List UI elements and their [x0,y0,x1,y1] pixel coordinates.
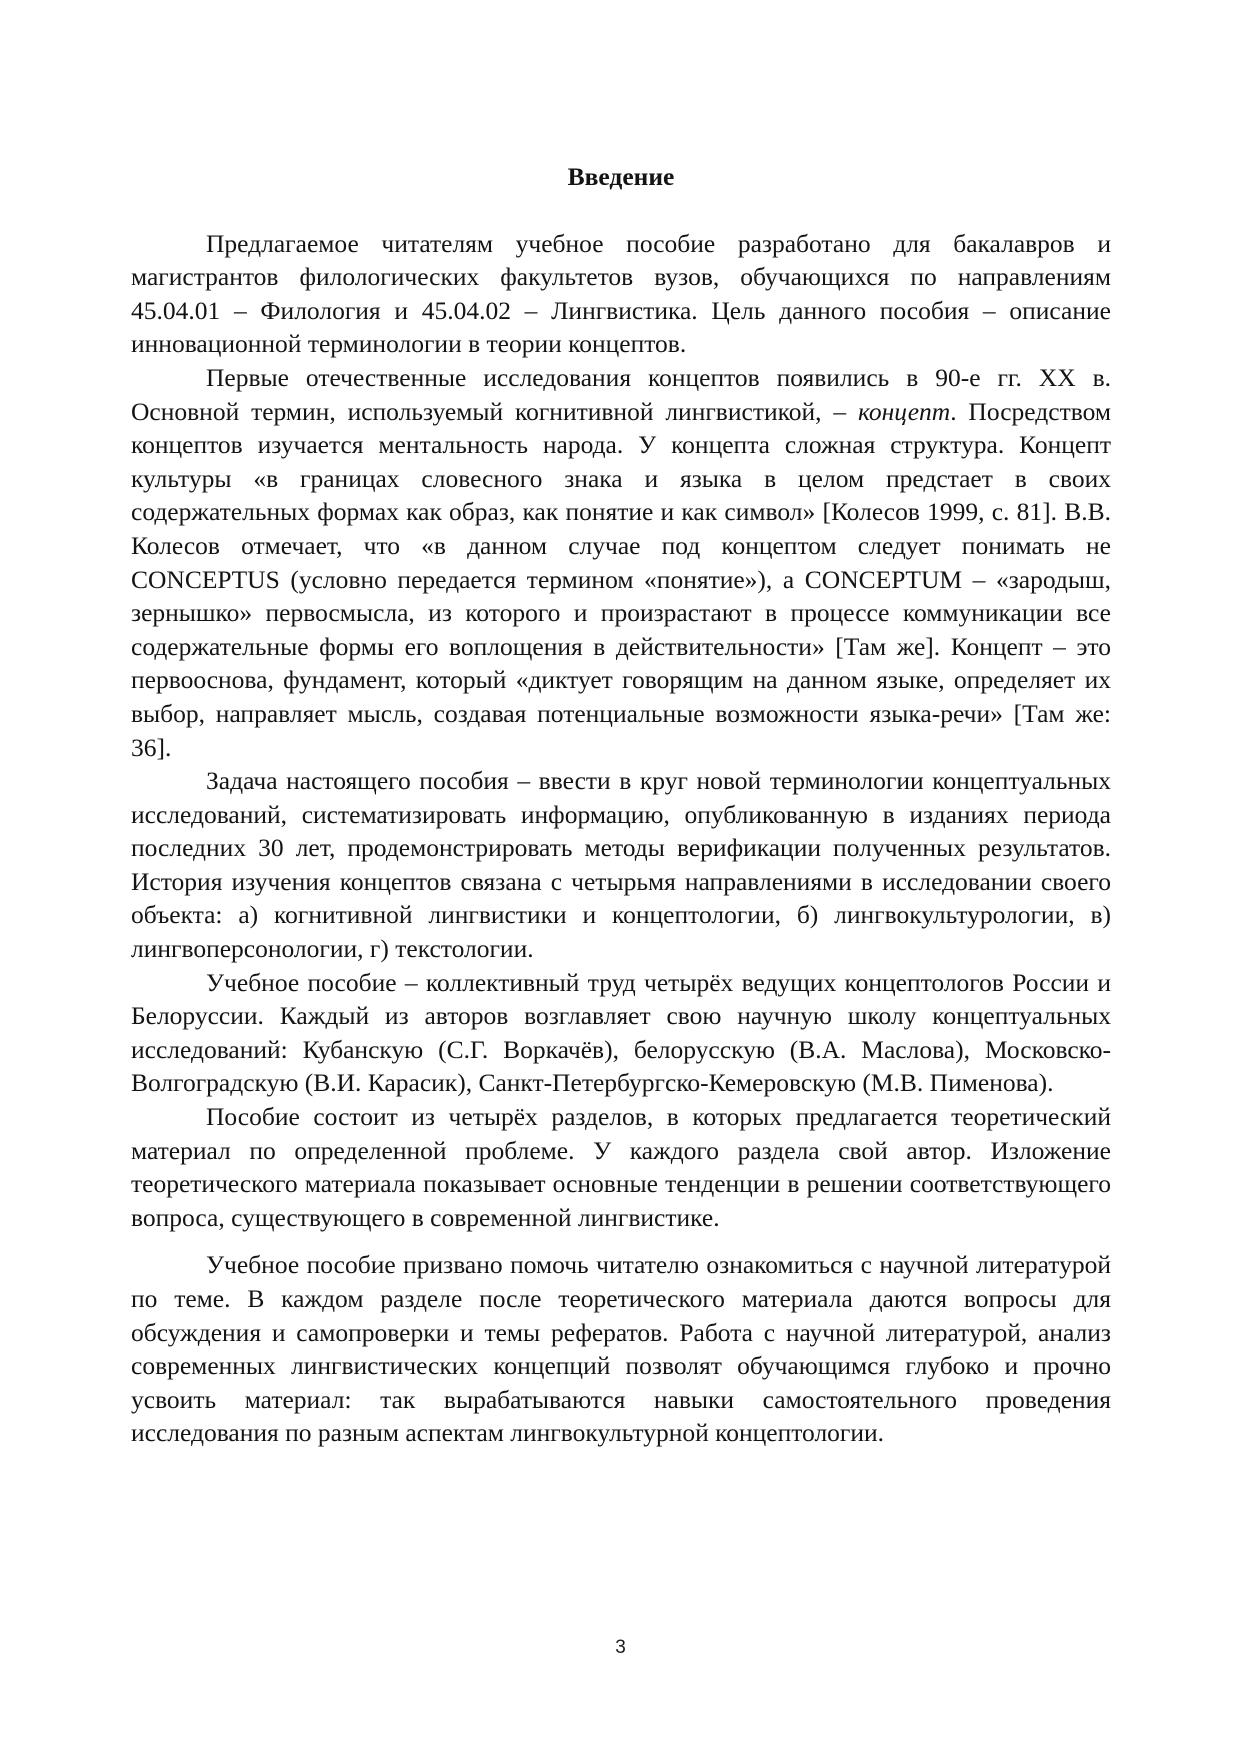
document-body [131,160,1111,1450]
paragraph-task: Задача настоящего пособия – ввести в круг новой терминологии концептуальных исследований, систематизировать информацию, опубликованную в изданиях периода последних 30 лет, продемонстрировать методы верификации полученных результатов. История изучения концептов связана с четырьмя направлениями в исследовании своего объекта: а) когнитивной лингвистики и концептологии, б) лингвокультурологии, в) лингвоперсонологии, г) текстологии. [131,766,1111,964]
section-heading: Введение [567,162,675,191]
paragraph-structure: Пособие состоит из четырёх разделов, в которых предлагается теоретический материал по определенной проблеме. У каждого раздела свой автор. Изложение теоретического материала показывает основные тенденции в решении соответствующего вопроса, существующего в современной лингвистике. [131,1102,1111,1232]
page-number: 3 [615,1637,626,1658]
paragraph-intro: Предлагаемое читателям учебное пособие разработано для бакалавров и магистрантов филологических факультетов вузов, обучающихся по направлениям 45.04.01 – Филология и 45.04.02 – Лингвистика. Цель данного пособия – описание инновационной терминологии в теории концептов. [131,228,1111,359]
paragraph-authors: Учебное пособие – коллективный труд четырёх ведущих концептологов России и Белоруссии. Каждый из авторов возглавляет свою научную школу концептуальных исследований: Кубанскую (С.Г. Воркачёв), белорусскую (В.А. Маслова), Московско-Волгоградскую (В.И. Карасик), Санкт-Петербургско-Кемеровскую (М.В. Пименова). [131,967,1111,1098]
paragraph-concept-history [131,361,1111,764]
paragraph-text-start: Первые отечественные исследования концептов появились в 90-е гг. XX в. Основной термин, используемый когнитивной лингвистикой, – [131,362,1111,426]
paragraph-purpose: Учебное пособие призвано помочь читателю ознакомиться с научной литературой по теме. В каждом разделе после теоретического материала даются вопросы для обсуждения и самопроверки и темы рефератов. Работа с научной литературой, анализ современных лингвистических концепций позволят обучающимся глубоко и прочно усвоить материал: так вырабатываются навыки самостоятельного проведения исследования по разным аспектам лингвокультурной концептологии. [131,1250,1111,1448]
paragraph-text-end: . Посредством концептов изучается ментальность народа. У концепта сложная структура. Концепт культуры «в границах словесного знака и языка в целом предстает в своих содержательных формах как образ, как понятие и как символ» [Колесов 1999, с. 81]. В.В. Колесов отмечает, что «в данном случае под концептом следует понимать не CONCEPTUS (условно передается термином «понятие»), а CONCEPTUM – «зародыш, зернышко» первосмысла, из которого и произрастают в процессе коммуникации все содержательные формы его воплощения в действительности» [Там же]. Концепт – это первооснова, фундамент, который «диктует говорящим на данном языке, определяет их выбор, направляет мысль, создавая потенциальные возможности языка-речи» [Там же: 36]. [131,396,1111,762]
italic-term: концепт [857,396,951,426]
